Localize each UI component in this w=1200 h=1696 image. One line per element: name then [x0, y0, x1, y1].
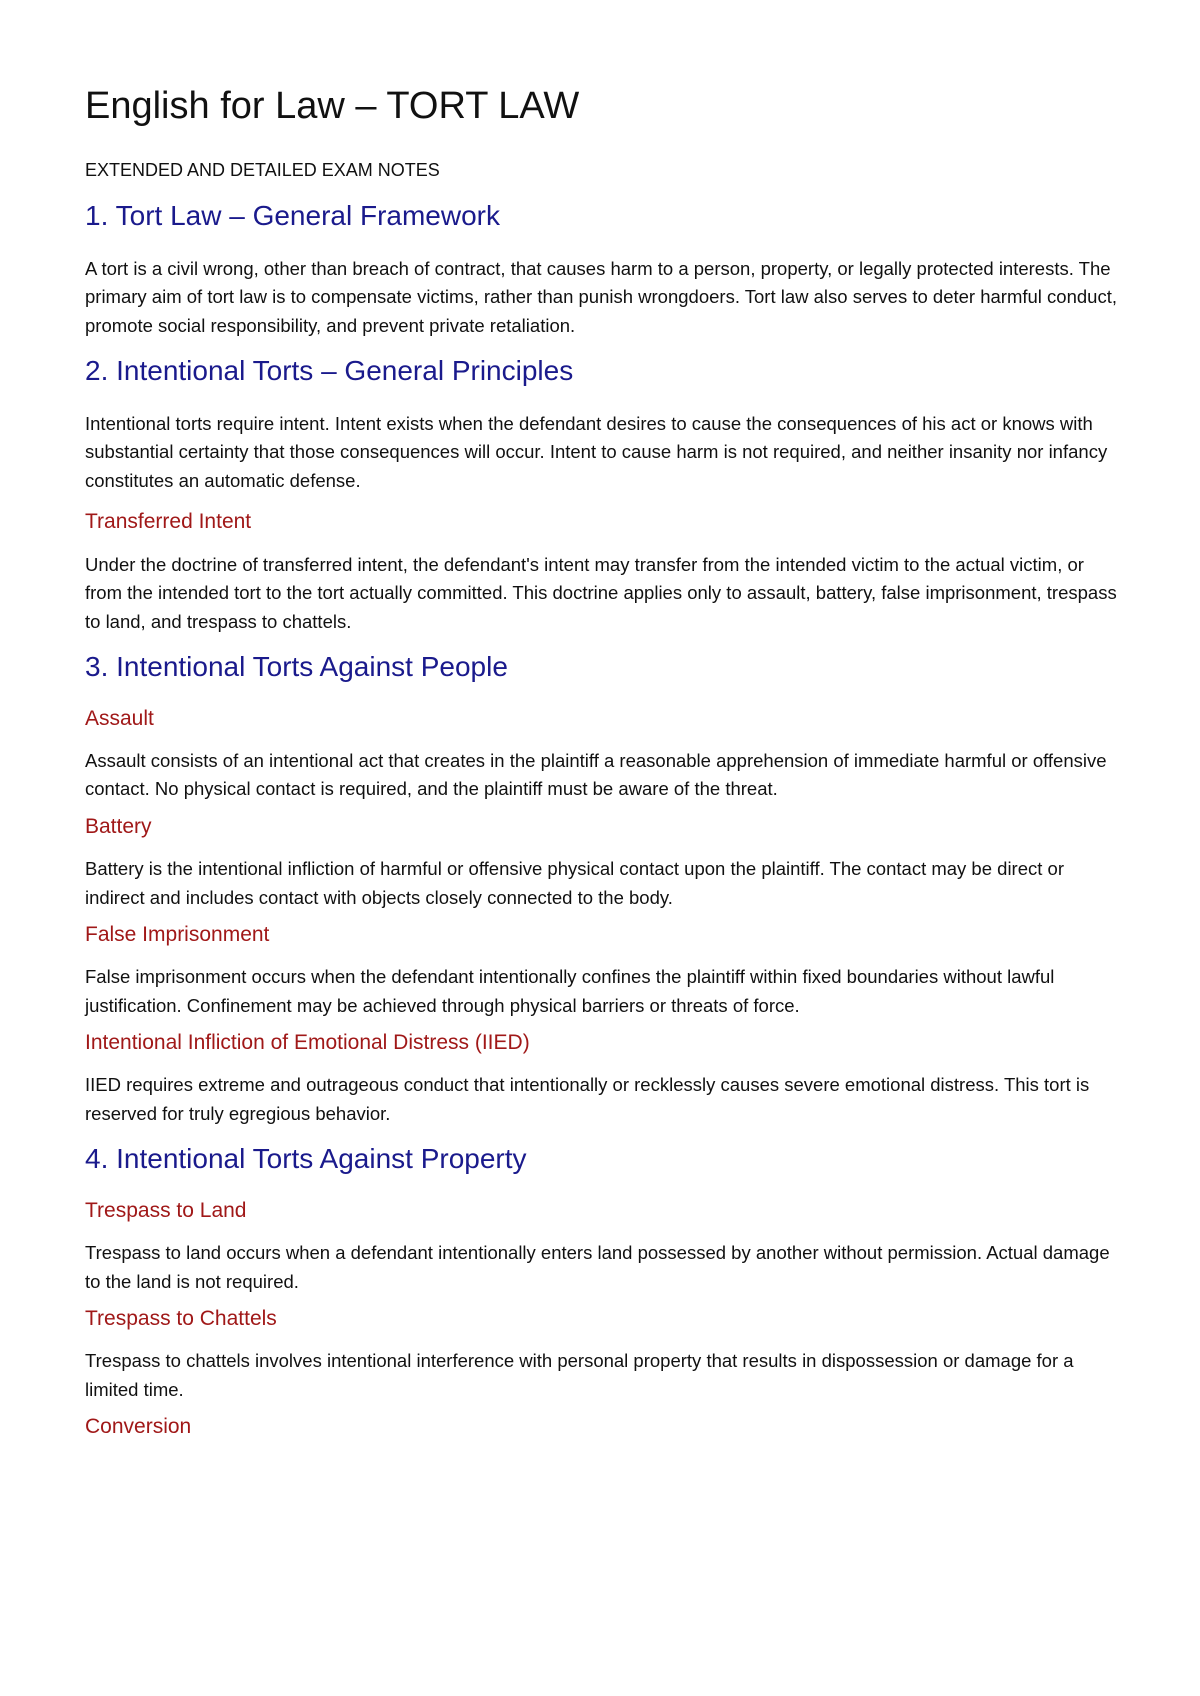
subsection-heading: Conversion: [85, 1415, 192, 1439]
document-page: [85, 84, 1125, 1456]
subsection-heading: False Imprisonment: [85, 923, 270, 947]
section-paragraph: A tort is a civil wrong, other than breach of contract, that causes harm to a person, property, or legally protected interests. The primary aim of tort law is to compensate victims, rather than punish wrongdoers. Tort law also serves to deter harmful conduct, promote social responsibility, and prevent private retaliation.: [85, 257, 1117, 336]
document-title: English for Law – TORT LAW: [85, 85, 580, 127]
subsection-paragraph: Trespass to chattels involves intentional interference with personal property that results in dispossession or damage for a limited time.: [85, 1350, 1074, 1400]
section-paragraph: Intentional torts require intent. Intent exists when the defendant desires to cause the consequences of his act or knows with substantial certainty that those consequences will occur. Intent to cause harm is not required, and neither insanity nor infancy constitutes an automatic defense.: [85, 412, 1108, 491]
subsection-heading: Battery: [85, 814, 152, 838]
subsection-paragraph: Under the doctrine of transferred intent, the defendant's intent may transfer from the intended victim to the actual victim, or from the intended tort to the tort actually committed. This doctrine applies only to assault, battery, false imprisonment, trespass to land, and trespass to chattels.: [85, 553, 1117, 632]
subsection-paragraph: Battery is the intentional infliction of harmful or offensive physical contact upon the plaintiff. The contact may be direct or indirect and includes contact with objects closely connected to the body.: [85, 858, 1064, 908]
document-subtitle: EXTENDED AND DETAILED EXAM NOTES: [85, 159, 440, 180]
subsection-heading: Trespass to Land: [85, 1199, 247, 1222]
subsection-paragraph: Assault consists of an intentional act that creates in the plaintiff a reasonable apprehension of immediate harmful or offensive contact. No physical contact is required, and the plaintiff must be aware of the threat.: [85, 749, 1107, 800]
subsection-heading: Trespass to Chattels: [85, 1307, 277, 1331]
subsection-paragraph: IIED requires extreme and outrageous conduct that intentionally or recklessly causes severe emotional distress. This tort is reserved for truly egregious behavior.: [85, 1074, 1090, 1124]
section-heading: 2. Intentional Torts – General Principles: [85, 355, 574, 387]
section-heading: 3. Intentional Torts Against People: [85, 651, 508, 683]
subsection-paragraph: Trespass to land occurs when a defendant intentionally enters land possessed by another without permission. Actual damage to the land is not required.: [85, 1242, 1110, 1292]
subsection-heading: Transferred Intent: [85, 510, 252, 534]
subsection-heading: Assault: [85, 706, 154, 730]
subsection-heading: Intentional Infliction of Emotional Distress (IIED): [85, 1031, 530, 1055]
section-heading: 4. Intentional Torts Against Property: [85, 1143, 527, 1175]
section-heading: 1. Tort Law – General Framework: [85, 200, 500, 232]
subsection-paragraph: False imprisonment occurs when the defendant intentionally confines the plaintiff within fixed boundaries without lawful justification. Confinement may be achieved through physical barriers or threats of force.: [85, 966, 1055, 1016]
